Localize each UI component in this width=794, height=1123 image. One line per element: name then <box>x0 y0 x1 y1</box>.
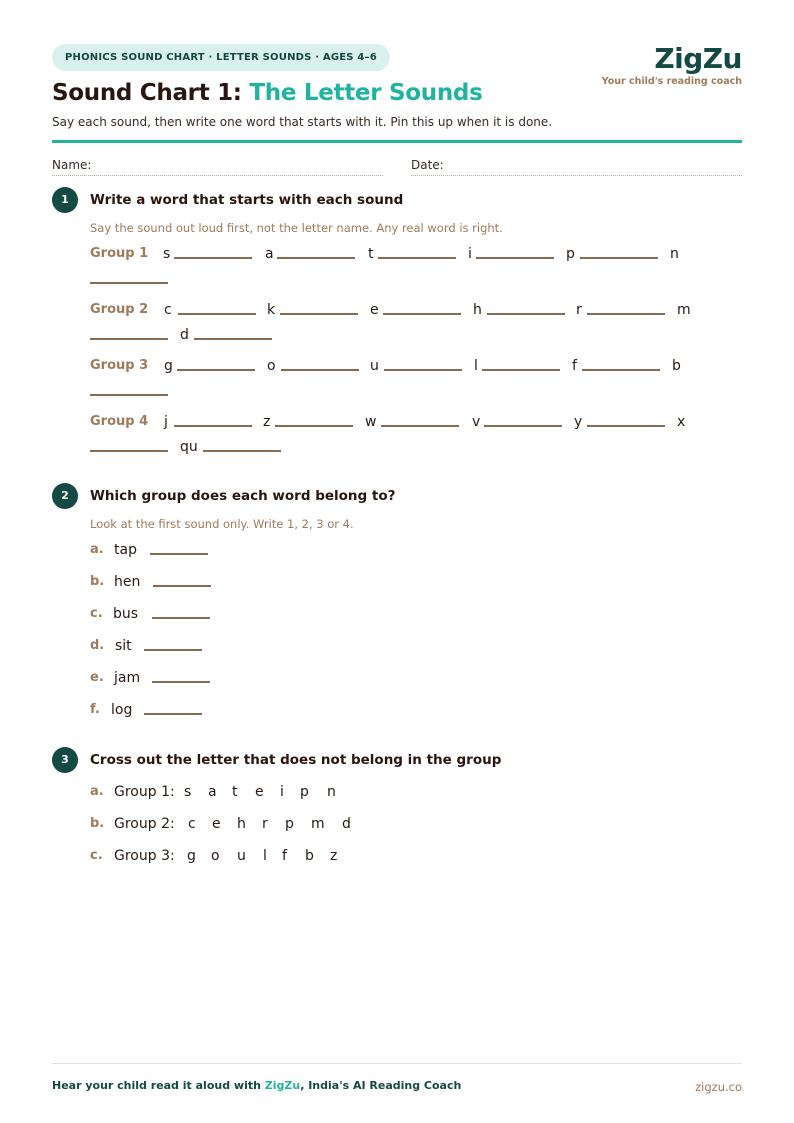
question-label: b. <box>90 574 105 589</box>
answer-line[interactable] <box>174 425 252 427</box>
question-label: c. <box>90 606 103 621</box>
date-field[interactable] <box>411 157 742 176</box>
name-field[interactable] <box>52 157 383 176</box>
crossable-letter[interactable]: h <box>237 816 246 832</box>
answer-line[interactable] <box>484 425 562 427</box>
crossable-letter[interactable]: n <box>327 784 336 800</box>
section-1-title: Write a word that starts with each sound <box>90 192 404 208</box>
title-main: Sound Chart 1: <box>52 80 250 106</box>
answer-line[interactable] <box>381 425 459 427</box>
answer-line[interactable] <box>277 257 355 259</box>
answer-line[interactable] <box>580 257 658 259</box>
crossable-letter[interactable]: u <box>237 848 246 864</box>
answer-line[interactable] <box>144 649 202 651</box>
footer-rule <box>52 1063 742 1064</box>
group-2-letter: e <box>370 302 379 318</box>
brand-logo: ZigZu <box>654 42 742 75</box>
group-1-label: Group 1 <box>90 246 149 261</box>
crossable-letter[interactable]: f <box>282 848 287 864</box>
group-name: Group 2: <box>114 816 175 832</box>
crossable-letter[interactable]: l <box>263 848 267 864</box>
answer-line[interactable] <box>203 450 281 452</box>
crossable-letter[interactable]: g <box>187 848 196 864</box>
group-1-letter: a <box>265 246 274 262</box>
answer-line[interactable] <box>177 369 255 371</box>
page-title <box>52 78 482 108</box>
crossable-letter[interactable]: e <box>255 784 264 800</box>
group-1-letter: n <box>670 246 679 262</box>
group-4-letter: y <box>574 414 583 430</box>
group-4-letter: v <box>472 414 481 430</box>
date-label: Date: <box>411 158 444 172</box>
crossable-letter[interactable]: e <box>212 816 221 832</box>
group-4-letter: z <box>263 414 271 430</box>
group-4-letter: x <box>677 414 686 430</box>
question-word: hen <box>114 574 141 590</box>
crossable-letter[interactable]: m <box>311 816 325 832</box>
answer-line[interactable] <box>281 369 359 371</box>
section-1-hint: Say the sound out loud first, not the letter name. Any real word is right. <box>90 221 503 235</box>
question-word: bus <box>113 606 139 622</box>
answer-line[interactable] <box>476 257 554 259</box>
group-3-label: Group 3 <box>90 358 149 373</box>
crossable-letter[interactable]: t <box>232 784 238 800</box>
group-name: Group 1: <box>114 784 175 800</box>
crossable-letter[interactable]: p <box>285 816 294 832</box>
answer-line[interactable] <box>174 257 252 259</box>
answer-line[interactable] <box>144 713 202 715</box>
group-2-label: Group 2 <box>90 302 149 317</box>
section-1-number: 1 <box>52 187 78 213</box>
crossable-letter[interactable]: z <box>330 848 338 864</box>
group-3-letter: b <box>672 358 681 374</box>
crossable-letter[interactable]: r <box>262 816 268 832</box>
answer-line[interactable] <box>90 338 168 340</box>
crossable-letter[interactable]: b <box>305 848 314 864</box>
question-label: e. <box>90 670 104 685</box>
answer-line[interactable] <box>587 425 665 427</box>
answer-line[interactable] <box>152 681 210 683</box>
footer-promo-start: Hear your child read it aloud with <box>52 1079 265 1092</box>
crossable-letter[interactable]: c <box>188 816 196 832</box>
group-4-label: Group 4 <box>90 414 149 429</box>
question-label: b. <box>90 816 105 831</box>
footer-brand: ZigZu <box>264 1079 301 1092</box>
footer-url[interactable]: zigzu.co <box>695 1080 742 1094</box>
page-subtitle: Say each sound, then write one word that starts with it. Pin this up when it is done. <box>52 115 553 129</box>
group-2-letter: m <box>677 302 691 318</box>
answer-line[interactable] <box>487 313 565 315</box>
group-1-letter: t <box>368 246 374 262</box>
group-2-letter: r <box>576 302 582 318</box>
section-3-number: 3 <box>52 747 78 773</box>
name-label: Name: <box>52 158 92 172</box>
answer-line[interactable] <box>90 282 168 284</box>
question-label: d. <box>90 638 105 653</box>
answer-line[interactable] <box>152 617 210 619</box>
answer-line[interactable] <box>384 369 462 371</box>
answer-line[interactable] <box>150 553 208 555</box>
question-label: a. <box>90 784 104 799</box>
group-1-letter: i <box>468 246 472 262</box>
crossable-letter[interactable]: s <box>184 784 192 800</box>
answer-line[interactable] <box>280 313 358 315</box>
group-3-letter: g <box>164 358 173 374</box>
crossable-letter[interactable]: a <box>208 784 217 800</box>
group-1-letter: p <box>566 246 575 262</box>
answer-line[interactable] <box>587 313 665 315</box>
brand-tagline: Your child's reading coach <box>601 76 742 87</box>
question-label: c. <box>90 848 103 863</box>
group-2-letter: k <box>267 302 276 318</box>
group-3-letter: f <box>572 358 577 374</box>
question-word: sit <box>115 638 132 654</box>
crossable-letter[interactable]: p <box>300 784 309 800</box>
answer-line[interactable] <box>383 313 461 315</box>
group-3-letter: u <box>370 358 379 374</box>
group-2-letter: c <box>164 302 172 318</box>
answer-line[interactable] <box>178 313 256 315</box>
answer-line[interactable] <box>194 338 272 340</box>
group-3-letter: o <box>267 358 276 374</box>
crossable-letter[interactable]: d <box>342 816 351 832</box>
eyebrow-badge: PHONICS SOUND CHART · LETTER SOUNDS · AGES 4–6 <box>52 44 390 71</box>
group-2-letter: d <box>180 327 189 343</box>
footer-promo <box>52 1079 461 1093</box>
footer-promo-end: , India's AI Reading Coach <box>300 1079 462 1092</box>
answer-line[interactable] <box>90 394 168 396</box>
answer-line[interactable] <box>378 257 456 259</box>
answer-line[interactable] <box>90 450 168 452</box>
crossable-letter[interactable]: i <box>280 784 284 800</box>
group-2-letter: h <box>473 302 482 318</box>
question-word: tap <box>114 542 137 558</box>
answer-line[interactable] <box>153 585 211 587</box>
header-rule <box>52 140 742 143</box>
group-3-letter: l <box>474 358 478 374</box>
group-4-letter: qu <box>180 439 198 455</box>
section-3-title: Cross out the letter that does not belong in the group <box>90 752 502 768</box>
section-2-title: Which group does each word belong to? <box>90 488 396 504</box>
question-label: f. <box>90 702 100 717</box>
question-label: a. <box>90 542 104 557</box>
answer-line[interactable] <box>582 369 660 371</box>
question-word: jam <box>114 670 141 686</box>
group-name: Group 3: <box>114 848 175 864</box>
group-4-letter: w <box>365 414 377 430</box>
section-2-number: 2 <box>52 483 78 509</box>
brand-block <box>602 42 742 89</box>
question-word: log <box>111 702 133 718</box>
answer-line[interactable] <box>275 425 353 427</box>
crossable-letter[interactable]: o <box>211 848 220 864</box>
title-accent: The Letter Sounds <box>249 80 483 106</box>
answer-line[interactable] <box>482 369 560 371</box>
group-4-letter: j <box>164 414 168 430</box>
section-2-hint: Look at the first sound only. Write 1, 2, 3 or 4. <box>90 517 354 531</box>
group-1-letter: s <box>163 246 171 262</box>
